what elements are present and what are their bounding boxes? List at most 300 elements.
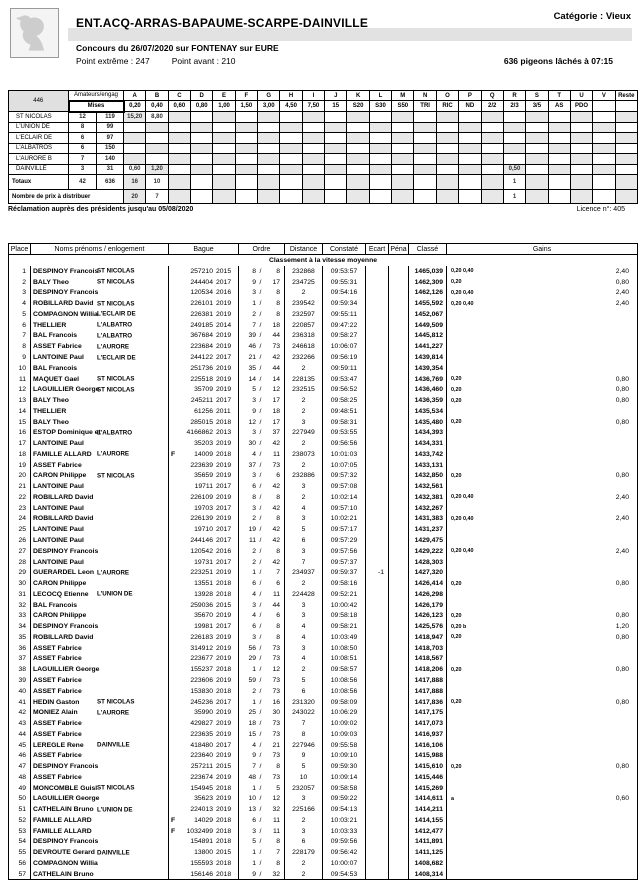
ordre-num: 2	[252, 310, 256, 318]
result-classe: 1439,354	[409, 363, 447, 374]
result-pena	[389, 374, 409, 385]
result-noms	[31, 374, 169, 385]
totals-pool-value	[369, 175, 391, 190]
result-name: LANTOINE Paul	[33, 537, 84, 545]
result-noms	[31, 675, 169, 686]
result-ordre	[239, 460, 285, 471]
result-noms	[31, 567, 169, 578]
result-constate: 09:57:17	[323, 524, 366, 535]
gains-detail: 0,20 0,40	[451, 494, 474, 501]
ordre-num: 4	[252, 741, 256, 749]
result-name: ASSET Fabrice	[33, 730, 82, 738]
result-row	[9, 374, 638, 385]
result-name: LANTOINE Paul	[33, 354, 84, 361]
result-name: LECOCQ Etienne	[33, 590, 89, 598]
result-ecart	[366, 514, 389, 525]
result-pena	[389, 600, 409, 611]
result-bague	[169, 750, 239, 761]
ordre-separator: /	[259, 569, 262, 577]
bague-year: 2013	[216, 429, 232, 437]
result-constate: 10:03:21	[323, 815, 366, 826]
result-ordre	[239, 826, 285, 837]
club-pool-value	[392, 164, 414, 175]
result-ecart	[366, 869, 389, 880]
result-classe: 1429,222	[409, 546, 447, 557]
club-pool-value	[615, 122, 637, 133]
ordre-separator: /	[259, 267, 262, 275]
result-ecart	[366, 309, 389, 320]
gains-detail: 0,20	[451, 634, 462, 641]
club-pool-value	[570, 143, 592, 154]
result-ecart	[366, 578, 389, 589]
result-row	[9, 632, 638, 643]
result-pena	[389, 514, 409, 525]
bague-year: 2019	[216, 773, 232, 781]
result-distance: 8	[285, 729, 323, 740]
results-table	[8, 243, 638, 880]
result-classe: 1417,888	[409, 686, 447, 697]
totals-pool-value	[593, 175, 615, 190]
ordre-num: 56	[248, 644, 256, 652]
ordre-num: 48	[248, 773, 256, 781]
bague-year: 2019	[216, 720, 232, 728]
ordre-total: 8	[276, 633, 280, 641]
bague-ring: 1032499	[186, 827, 213, 835]
result-place: 43	[9, 718, 31, 729]
club-pool-value	[369, 154, 391, 165]
result-name: ASSET Fabrice	[33, 720, 82, 728]
bague-year: 2018	[216, 580, 232, 588]
prizes-label: Nombre de prix à distribuer	[9, 190, 124, 204]
result-pena	[389, 729, 409, 740]
result-name: COMPAGNON Willia	[33, 310, 98, 318]
ordre-separator: /	[259, 278, 262, 286]
summary-club-row	[9, 122, 638, 133]
gains-amount: 2,40	[615, 300, 629, 308]
result-ordre	[239, 266, 285, 277]
gains-detail: 0,20	[451, 419, 462, 426]
result-bague	[169, 675, 239, 686]
result-place: 53	[9, 826, 31, 837]
club-pool-value	[146, 133, 168, 144]
result-row	[9, 514, 638, 525]
result-bague	[169, 557, 239, 568]
club-pool-value	[280, 164, 302, 175]
result-constate: 09:58:16	[323, 578, 366, 589]
result-constate: 09:57:37	[323, 557, 366, 568]
result-pena	[389, 417, 409, 428]
result-classe: 1436,359	[409, 395, 447, 406]
result-gains	[447, 288, 638, 299]
prizes-pool-value	[526, 190, 548, 204]
result-noms	[31, 772, 169, 783]
result-ordre	[239, 417, 285, 428]
result-bague	[169, 363, 239, 374]
ordre-separator: /	[259, 483, 262, 491]
club-pool-value	[191, 112, 213, 123]
result-constate: 09:59:30	[323, 761, 366, 772]
totals-pool-value	[280, 175, 302, 190]
result-place: 33	[9, 611, 31, 622]
club-pool-value	[213, 112, 235, 123]
ordre-total: 6	[276, 612, 280, 620]
result-place: 38	[9, 664, 31, 675]
club-pool-value	[347, 164, 369, 175]
result-ecart	[366, 471, 389, 482]
result-constate: 09:57:56	[323, 546, 366, 557]
bague-ring: 259036	[190, 601, 213, 609]
club-engages: 99	[97, 122, 124, 133]
club-pool-value	[325, 133, 347, 144]
result-place: 35	[9, 632, 31, 643]
result-distance: 2	[285, 664, 323, 675]
prizes-pool-value	[369, 190, 391, 204]
bague-year: 2019	[216, 332, 232, 340]
ordre-separator: /	[259, 806, 262, 814]
ordre-num: 35	[248, 364, 256, 372]
bague-ring: 224013	[190, 806, 213, 814]
result-constate: 09:58:27	[323, 331, 366, 342]
result-place: 47	[9, 761, 31, 772]
result-classe: 1411,125	[409, 847, 447, 858]
result-classe: 1414,155	[409, 815, 447, 826]
result-name: BALY Theo	[33, 418, 69, 426]
ordre-total: 42	[272, 440, 280, 448]
club-pool-value	[369, 133, 391, 144]
bague-year: 2017	[216, 483, 232, 491]
bague-ring: 226139	[190, 515, 213, 523]
bague-ring: 285015	[190, 418, 213, 426]
bague-year: 2015	[216, 849, 232, 857]
ordre-total: 44	[272, 332, 280, 340]
ordre-total: 73	[272, 343, 280, 351]
result-ordre	[239, 600, 285, 611]
bague-ring: 226109	[190, 493, 213, 501]
ordre-total: 8	[276, 267, 280, 275]
result-place: 16	[9, 427, 31, 438]
result-ecart	[366, 740, 389, 751]
result-row	[9, 266, 638, 277]
result-ecart	[366, 794, 389, 805]
result-constate: 09:58:18	[323, 611, 366, 622]
result-name: LAGUILLIER George	[33, 666, 100, 674]
club-name: L'ALBATROS	[9, 143, 69, 154]
result-club: L'UNION DE	[97, 590, 133, 598]
result-constate: 09:58:31	[323, 417, 366, 428]
gains-detail: 0,20 0,40	[451, 289, 474, 296]
pool-letter: H	[280, 91, 302, 101]
result-name: HEDIN Gaston	[33, 698, 80, 706]
result-noms	[31, 804, 169, 815]
bague-ring: 226183	[190, 633, 213, 641]
result-pena	[389, 481, 409, 492]
bague-year: 2018	[216, 784, 232, 792]
gains-detail: 0,20	[451, 397, 462, 404]
result-bague	[169, 341, 239, 352]
result-ordre	[239, 524, 285, 535]
result-noms	[31, 686, 169, 697]
result-name: CARON Philippe	[33, 612, 87, 620]
ordre-separator: /	[259, 397, 262, 405]
summary-mises-row	[9, 101, 638, 112]
result-name: COMPAGNON Willia	[33, 859, 98, 867]
bague-ring: 14029	[194, 816, 213, 824]
ordre-num: 5	[252, 838, 256, 846]
result-bague	[169, 707, 239, 718]
result-noms	[31, 535, 169, 546]
result-noms	[31, 783, 169, 794]
summary-club-row	[9, 164, 638, 175]
totals-pool-value	[168, 175, 190, 190]
bague-ring: 245236	[190, 698, 213, 706]
gains-amount: 2,40	[615, 493, 629, 501]
club-pool-value	[235, 164, 257, 175]
bague-year: 2015	[216, 763, 232, 771]
result-distance: 232597	[285, 309, 323, 320]
result-pena	[389, 772, 409, 783]
ordre-separator: /	[259, 321, 262, 329]
club-name: ST NICOLAS	[9, 112, 69, 123]
result-ecart	[366, 535, 389, 546]
club-pool-value	[593, 143, 615, 154]
result-name: CATHELAIN Bruno	[33, 806, 94, 814]
result-name: BALY Theo	[33, 397, 69, 405]
bague-year: 2019	[216, 375, 232, 383]
gains-amount: 0,80	[615, 633, 629, 641]
result-constate: 10:09:10	[323, 750, 366, 761]
result-ecart	[366, 384, 389, 395]
gains-amount: 0,80	[615, 375, 629, 383]
result-ordre	[239, 471, 285, 482]
ordre-num: 6	[252, 580, 256, 588]
result-distance: 2	[285, 288, 323, 299]
bague-f-mark: F	[171, 816, 176, 824]
result-gains	[447, 794, 638, 805]
result-gains	[447, 664, 638, 675]
result-gains	[447, 621, 638, 632]
result-distance: 238073	[285, 449, 323, 460]
totals-pool-value	[258, 175, 280, 190]
result-classe: 1433,742	[409, 449, 447, 460]
prizes-pool-value	[235, 190, 257, 204]
result-classe: 1417,073	[409, 718, 447, 729]
result-distance: 224428	[285, 589, 323, 600]
club-pool-value	[191, 143, 213, 154]
ordre-separator: /	[259, 859, 262, 867]
result-ordre	[239, 288, 285, 299]
result-name: DESPINOY Francois	[33, 267, 99, 275]
ordre-total: 7	[276, 569, 280, 577]
result-ecart	[366, 621, 389, 632]
result-noms	[31, 277, 169, 288]
result-place: 24	[9, 514, 31, 525]
ordre-num: 6	[252, 816, 256, 824]
result-distance: 4	[285, 503, 323, 514]
club-amateurs: 7	[69, 154, 97, 165]
ordre-total: 8	[276, 859, 280, 867]
result-pena	[389, 406, 409, 417]
bague-year: 2018	[216, 816, 232, 824]
result-name: THELLIER	[33, 321, 67, 329]
bague-year: 2011	[216, 407, 231, 415]
result-place: 20	[9, 471, 31, 482]
club-pool-value	[459, 143, 481, 154]
result-club: ST NICOLAS	[97, 386, 135, 394]
totals-pool-value	[459, 175, 481, 190]
ordre-separator: /	[259, 429, 262, 437]
club-pool-value	[548, 122, 570, 133]
result-distance: 227949	[285, 427, 323, 438]
summary-club-row	[9, 133, 638, 144]
result-pena	[389, 707, 409, 718]
result-pena	[389, 621, 409, 632]
result-classe: 1436,769	[409, 374, 447, 385]
bague-year: 2019	[216, 569, 232, 577]
result-club: L'ALBATRO	[97, 429, 133, 437]
result-pena	[389, 341, 409, 352]
gains-amount: 2,40	[615, 267, 629, 275]
pool-mise: S20	[347, 101, 369, 112]
pool-letter: D	[191, 91, 213, 101]
club-pool-value	[548, 154, 570, 165]
ordre-separator: /	[259, 310, 262, 318]
result-distance: 239542	[285, 298, 323, 309]
result-constate: 10:02:14	[323, 492, 366, 503]
result-row	[9, 363, 638, 374]
result-distance: 6	[285, 535, 323, 546]
pool-mise: S30	[369, 101, 391, 112]
result-bague	[169, 309, 239, 320]
result-place: 27	[9, 546, 31, 557]
totals-pool-value	[302, 175, 324, 190]
ordre-separator: /	[259, 698, 262, 706]
ordre-separator: /	[259, 580, 262, 588]
result-ecart	[366, 858, 389, 869]
bague-year: 2018	[216, 590, 232, 598]
totals-pool-value	[325, 175, 347, 190]
result-noms	[31, 524, 169, 535]
club-name: L'ECLAIR DE	[9, 133, 69, 144]
result-gains	[447, 611, 638, 622]
result-classe: 1411,891	[409, 837, 447, 848]
ordre-num: 39	[248, 332, 256, 340]
result-bague	[169, 460, 239, 471]
ordre-separator: /	[259, 289, 262, 297]
club-pool-value	[436, 154, 458, 165]
result-row	[9, 341, 638, 352]
club-amateurs: 8	[69, 122, 97, 133]
bague-year: 2019	[216, 612, 232, 620]
result-bague	[169, 686, 239, 697]
ordre-separator: /	[259, 547, 262, 555]
result-constate: 10:00:07	[323, 858, 366, 869]
ordre-num: 2	[252, 558, 256, 566]
club-name: L'AURORE B	[9, 154, 69, 165]
result-pena	[389, 384, 409, 395]
result-pena	[389, 654, 409, 665]
result-pena	[389, 858, 409, 869]
result-bague	[169, 471, 239, 482]
totals-amateurs: 42	[69, 175, 97, 190]
bague-year: 2019	[216, 472, 232, 480]
result-ordre	[239, 298, 285, 309]
result-classe: 1465,039	[409, 266, 447, 277]
result-ordre	[239, 395, 285, 406]
club-pool-value	[325, 122, 347, 133]
bague-year: 2016	[216, 547, 232, 555]
club-pool-value	[146, 122, 168, 133]
result-name: ESTOP Dominique et	[33, 429, 101, 437]
results-header-row	[9, 244, 638, 255]
result-gains	[447, 858, 638, 869]
result-pena	[389, 783, 409, 794]
column-header-constat-: Constaté	[323, 244, 366, 255]
club-pool-value	[258, 122, 280, 133]
result-club: L'ECLAIR DE	[97, 310, 136, 318]
result-ecart	[366, 395, 389, 406]
ordre-num: 1	[252, 784, 256, 792]
ordre-num: 1	[252, 849, 256, 857]
club-pool-value	[258, 133, 280, 144]
result-ordre	[239, 492, 285, 503]
ordre-separator: /	[259, 720, 262, 728]
bague-ring: 153830	[190, 687, 213, 695]
result-gains	[447, 395, 638, 406]
result-pena	[389, 837, 409, 848]
result-distance: 2	[285, 406, 323, 417]
result-pena	[389, 589, 409, 600]
prizes-pool-value	[481, 190, 503, 204]
club-pool-value	[481, 143, 503, 154]
bague-ring: 4166862	[186, 429, 213, 437]
result-gains	[447, 341, 638, 352]
club-pool-value	[235, 143, 257, 154]
club-pool-value	[347, 154, 369, 165]
result-constate: 09:59:37	[323, 567, 366, 578]
result-ecart	[366, 611, 389, 622]
result-ecart	[366, 492, 389, 503]
pool-mise: 2/2	[481, 101, 503, 112]
classement-subtitle: Classement à la vitesse moyenne	[9, 255, 638, 267]
result-noms	[31, 363, 169, 374]
bague-ring: 223640	[190, 752, 213, 760]
result-constate: 09:55:31	[323, 277, 366, 288]
result-ecart	[366, 363, 389, 374]
result-classe: 1436,460	[409, 384, 447, 395]
released-line: 636 pigeons lâchés à 07:15	[503, 56, 613, 66]
result-name: ASSET Fabrice	[33, 687, 82, 695]
ordre-num: 8	[252, 493, 256, 501]
prizes-pool-value	[347, 190, 369, 204]
result-bague	[169, 514, 239, 525]
result-place: 11	[9, 374, 31, 385]
result-place: 55	[9, 847, 31, 858]
club-pool-value	[369, 122, 391, 133]
result-club: L'ALBATRO	[97, 332, 133, 340]
result-constate: 09:59:11	[323, 363, 366, 374]
result-bague	[169, 794, 239, 805]
ordre-num: 4	[252, 590, 256, 598]
club-pool-value	[615, 154, 637, 165]
licence-line: Licence n°: 405	[576, 206, 625, 213]
bague-ring: 257211	[190, 763, 213, 771]
club-pool-value	[548, 112, 570, 123]
result-row	[9, 320, 638, 331]
gains-amount: 2,40	[615, 547, 629, 555]
result-distance: 5	[285, 761, 323, 772]
club-pool-value	[481, 112, 503, 123]
club-pool-value	[146, 143, 168, 154]
